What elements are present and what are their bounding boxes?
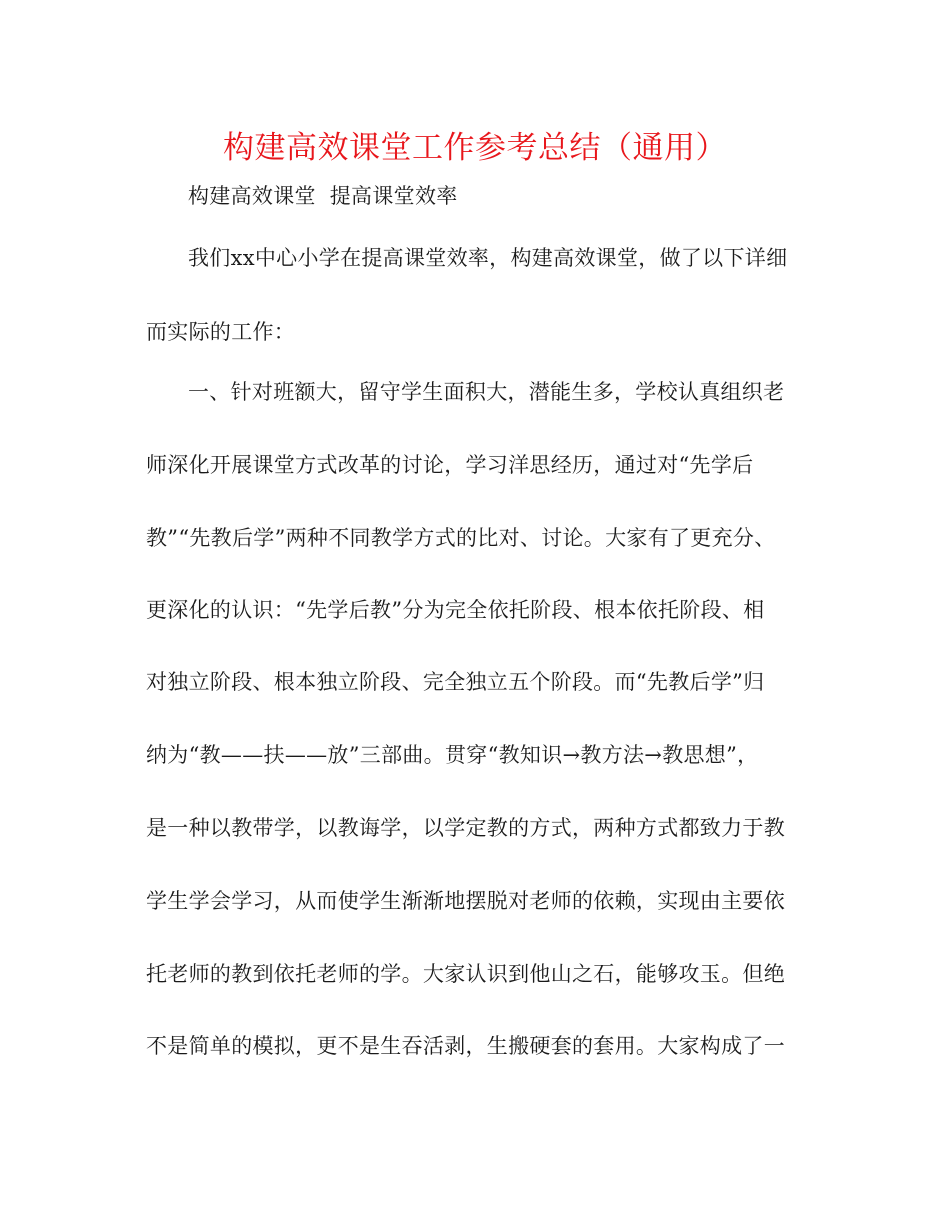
document-subtitle: 构建高效课堂 提高课堂效率 — [188, 184, 458, 208]
paragraph-line: 师深化开展课堂方式改革的讨论，学习洋思经历，通过对“先学后 — [146, 453, 754, 477]
document-title: 构建高效课堂工作参考总结（通用） — [223, 130, 727, 166]
paragraph-line: 一、针对班额大，留守学生面积大，潜能生多，学校认真组织老 — [188, 380, 785, 404]
paragraph-line: 而实际的工作： — [146, 320, 296, 344]
paragraph-line: 托老师的教到依托老师的学。大家认识到他山之石，能够攻玉。但绝 — [146, 962, 785, 986]
paragraph-line: 不是简单的模拟，更不是生吞活剥，生搬硬套的套用。大家构成了一 — [146, 1034, 785, 1058]
paragraph-line: 更深化的认识：“先学后教”分为完全依托阶段、根本依托阶段、相 — [146, 598, 765, 622]
paragraph-line: 教”“先教后学”两种不同教学方式的比对、讨论。大家有了更充分、 — [146, 526, 776, 550]
paragraph-line: 我们xx中心小学在提高课堂效率，构建高效课堂，做了以下详细 — [188, 246, 788, 270]
paragraph-line: 对独立阶段、根本独立阶段、完全独立五个阶段。而“先教后学”归 — [146, 670, 765, 694]
paragraph-line: 是一种以教带学，以教诲学，以学定教的方式，两种方式都致力于教 — [146, 816, 785, 840]
paragraph-line: 纳为“教——扶——放”三部曲。贯穿“教知识→教方法→教思想”， — [146, 743, 759, 767]
paragraph-line: 学生学会学习，从而使学生渐渐地摆脱对老师的依赖，实现由主要依 — [146, 889, 785, 913]
